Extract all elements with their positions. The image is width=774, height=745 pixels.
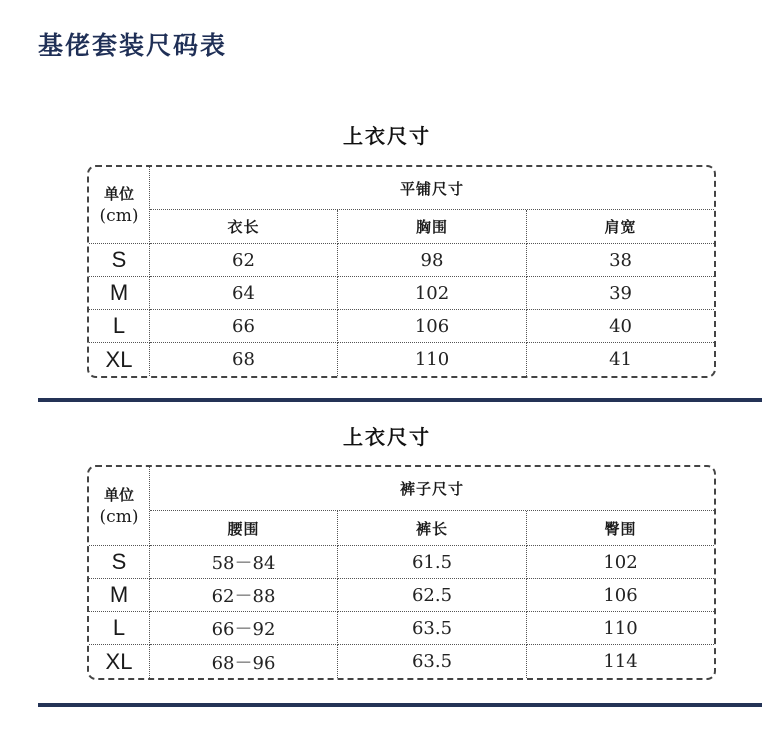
value-cell: 102 — [338, 277, 527, 310]
table-row — [89, 277, 714, 310]
table-row — [89, 343, 714, 376]
page-title: 基佬套装尺码表 — [38, 31, 228, 60]
table-row — [89, 579, 714, 612]
unit-label: 单位 — [103, 185, 134, 203]
value-cell: 63.5 — [338, 645, 527, 678]
value-cell: 62.5 — [338, 579, 527, 612]
value-cell: 106 — [527, 579, 714, 612]
value-cell: 98 — [338, 244, 527, 277]
value-cell: 68 — [150, 343, 338, 376]
value-cell: 66 — [150, 310, 338, 343]
value-cell: 63.5 — [338, 612, 527, 645]
value-cell: 62 — [150, 244, 338, 277]
group-header: 平铺尺寸 — [150, 167, 714, 210]
size-label: XL — [89, 645, 150, 678]
value-cell: 38 — [527, 244, 714, 277]
value-cell: 110 — [527, 612, 714, 645]
size-label: M — [89, 277, 150, 310]
column-header: 衣长 — [150, 210, 338, 244]
size-label: S — [89, 546, 150, 579]
unit-value: (cm) — [99, 507, 139, 527]
value-cell: 62－88 — [150, 579, 338, 612]
value-cell: 110 — [338, 343, 527, 376]
table-row — [89, 310, 714, 343]
column-header: 肩宽 — [527, 210, 714, 244]
size-label: L — [89, 310, 150, 343]
size-label: S — [89, 244, 150, 277]
value-cell: 102 — [527, 546, 714, 579]
size-label: XL — [89, 343, 150, 376]
value-cell: 61.5 — [338, 546, 527, 579]
value-cell: 114 — [603, 651, 638, 672]
section-title-top: 上衣尺寸 — [343, 124, 431, 148]
value-cell: 68－96 — [150, 645, 338, 678]
unit-value: (cm) — [99, 206, 139, 226]
table-row — [89, 546, 714, 579]
unit-cell — [89, 467, 150, 546]
pants-size-table — [87, 465, 716, 680]
unit-label: 单位 — [103, 486, 134, 504]
unit-cell — [89, 167, 150, 244]
column-header: 胸围 — [338, 210, 527, 244]
table-row — [89, 645, 714, 678]
column-header: 腰围 — [150, 511, 338, 546]
top-size-table — [87, 165, 716, 378]
column-header: 裤长 — [338, 511, 527, 546]
group-header: 裤子尺寸 — [150, 467, 714, 511]
value-cell: 106 — [338, 310, 527, 343]
size-label: M — [89, 579, 150, 612]
value-cell: 66－92 — [150, 612, 338, 645]
value-cell: 64 — [150, 277, 338, 310]
divider-line — [38, 398, 762, 402]
section-title-bottom: 上衣尺寸 — [343, 425, 431, 449]
value-cell: 41 — [609, 349, 632, 370]
table-row — [89, 612, 714, 645]
value-cell: 58－84 — [150, 546, 338, 579]
divider-line — [38, 703, 762, 707]
value-cell: 40 — [527, 310, 714, 343]
table-row — [89, 244, 714, 277]
value-cell: 39 — [527, 277, 714, 310]
size-label: L — [89, 612, 150, 645]
column-header: 臀围 — [527, 511, 714, 546]
